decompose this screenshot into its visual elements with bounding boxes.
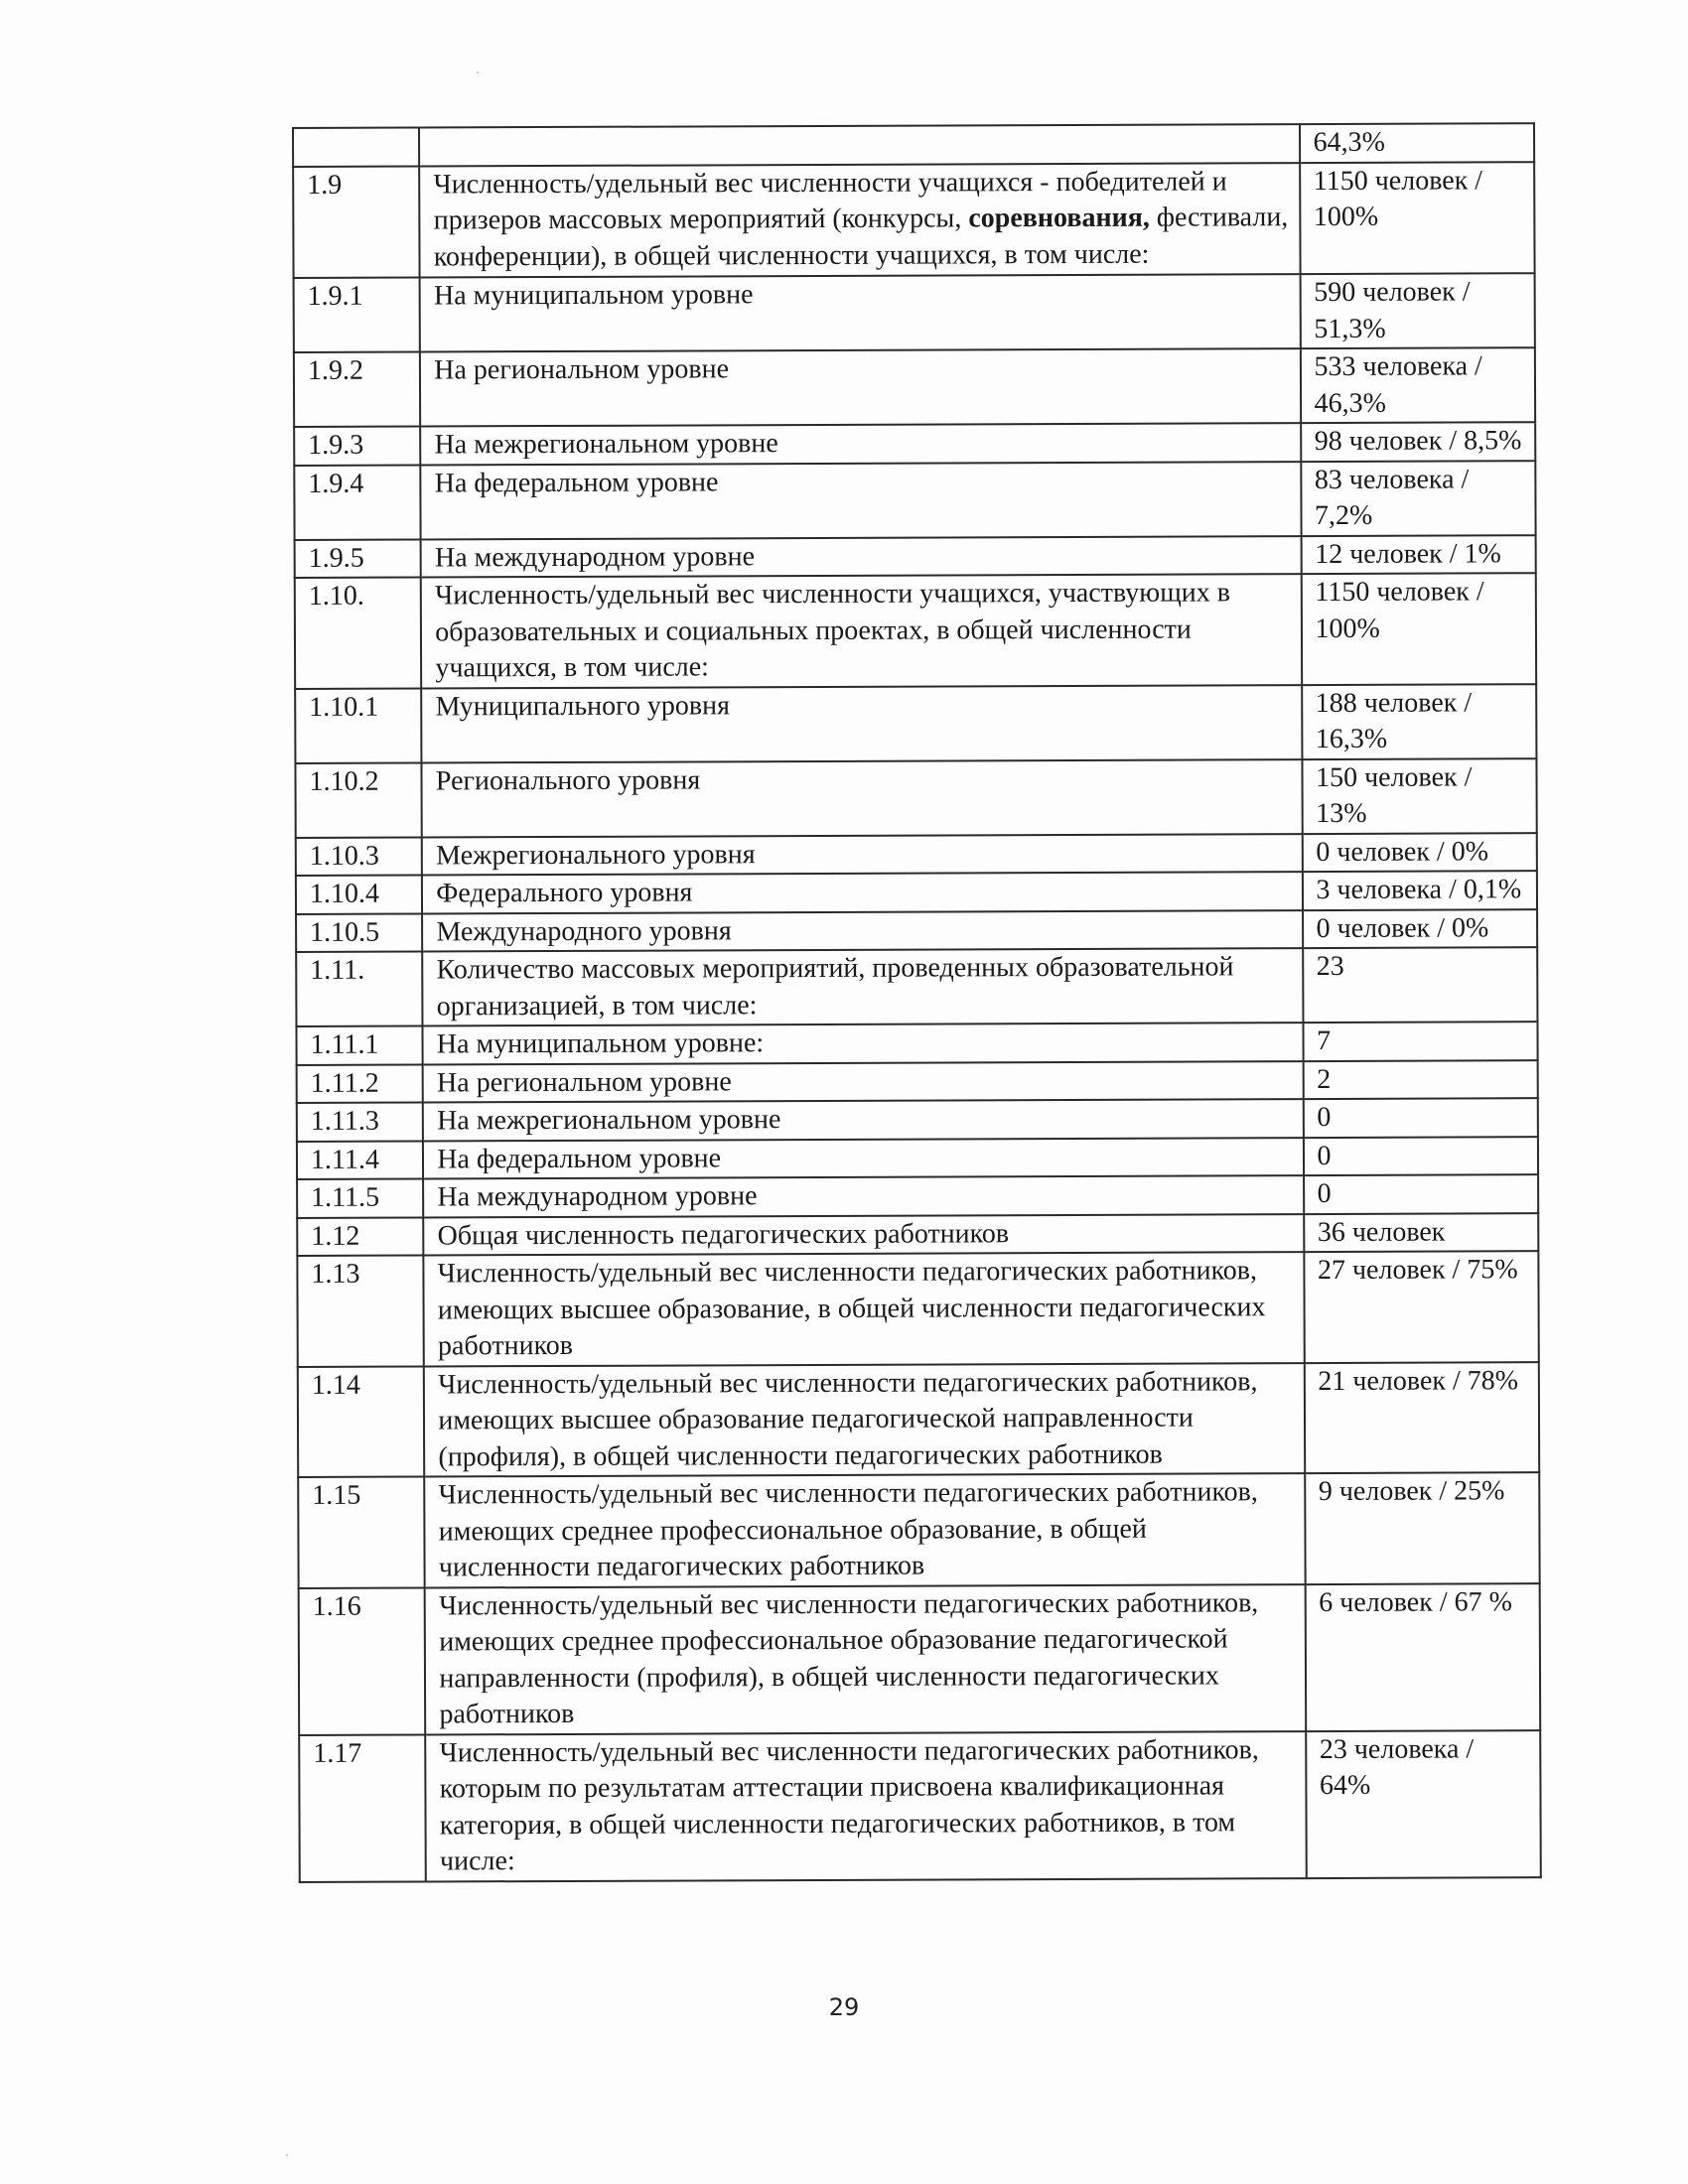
row-number: 1.10.2 — [295, 762, 422, 837]
row-value: 0 человек / 0% — [1303, 909, 1538, 948]
table-row — [297, 1060, 1538, 1103]
table-row — [295, 535, 1536, 578]
scan-speck — [286, 2154, 288, 2156]
row-value: 36 человек — [1304, 1213, 1539, 1252]
row-number: 1.9.4 — [294, 465, 421, 539]
table-row — [296, 909, 1537, 952]
row-number: 1.13 — [297, 1255, 424, 1366]
row-value: 6 человек / 67 % — [1305, 1583, 1540, 1731]
row-description: На федеральном уровне — [423, 1138, 1303, 1179]
table-row — [296, 833, 1537, 876]
row-number: 1.11.1 — [296, 1026, 422, 1065]
row-value: 0 — [1304, 1174, 1539, 1213]
table-row — [297, 1137, 1538, 1179]
row-description: Численность/удельный вес численности учащихся, участвующих в образовательных и социальных проектах, в общей численности учащихся, в том числе: — [421, 574, 1302, 688]
row-number: 1.16 — [299, 1587, 426, 1734]
row-number: 1.10.1 — [295, 688, 422, 762]
row-value: 9 человек / 25% — [1305, 1472, 1540, 1583]
row-number: 1.9.3 — [294, 427, 420, 466]
row-number: 1.9.1 — [294, 278, 421, 352]
row-number: 1.11.4 — [297, 1141, 423, 1179]
page-number: 29 — [828, 1993, 860, 2021]
row-value: 2 — [1303, 1060, 1538, 1099]
row-number: 1.15 — [298, 1476, 425, 1587]
table-row — [299, 1583, 1541, 1735]
row-number: 1.11. — [296, 952, 423, 1026]
row-value: 21 человек / 78% — [1304, 1362, 1539, 1473]
row-description: На международном уровне — [423, 1175, 1303, 1217]
row-description: На региональном уровне — [423, 1061, 1303, 1103]
row-value: 23 человека / 64% — [1306, 1730, 1541, 1878]
row-description: На межрегиональном уровне — [420, 423, 1300, 465]
row-description — [419, 124, 1299, 166]
description-text: фестивали, конференции), в общей численности учащихся, в том числе: — [433, 202, 1289, 272]
row-number: 1.9 — [293, 166, 420, 278]
table-row — [294, 461, 1535, 540]
row-number: 1.10.5 — [296, 913, 422, 952]
row-description: На международном уровне — [421, 536, 1301, 578]
row-description: Муниципального уровня — [421, 685, 1301, 762]
row-description: Межрегионального уровня — [422, 834, 1302, 876]
row-description: На федеральном уровне — [421, 462, 1301, 539]
scan-speck — [477, 71, 479, 73]
row-value: 7 — [1303, 1022, 1538, 1060]
table-row — [297, 1098, 1538, 1141]
table-row — [297, 1213, 1538, 1256]
row-number — [293, 128, 419, 167]
table-row — [293, 162, 1534, 278]
row-number: 1.10. — [295, 578, 422, 689]
row-value: 0 — [1303, 1098, 1538, 1137]
row-value: 1150 человек / 100% — [1301, 573, 1536, 684]
row-description: Общая численность педагогических работников — [424, 1214, 1304, 1256]
row-description: Федерального уровня — [422, 872, 1302, 913]
row-number: 1.17 — [299, 1734, 426, 1881]
table-row — [298, 1472, 1539, 1587]
row-value: 533 человека / 46,3% — [1300, 347, 1535, 423]
table-row — [293, 123, 1534, 166]
row-number: 1.10.3 — [296, 837, 422, 876]
row-number: 1.9.5 — [295, 539, 421, 578]
row-description: Численность/удельный вес численности педагогических работников, имеющих среднее профессиональное образование, в общей численности педагогических работников — [425, 1473, 1306, 1587]
row-description: Регионального уровня — [422, 759, 1302, 837]
row-number: 1.10.4 — [296, 876, 422, 914]
row-number: 1.11.3 — [297, 1103, 423, 1142]
table-row — [296, 1022, 1537, 1064]
row-value: 12 человек / 1% — [1301, 535, 1536, 574]
row-value: 23 — [1303, 947, 1538, 1023]
indicators-table-body — [293, 123, 1541, 1881]
row-description: Численность/удельный вес численности педагогических работников, которым по результатам аттестации присвоена квалификационная категория, в общей численности педагогических работников, в том числе: — [426, 1731, 1307, 1881]
row-number: 1.11.2 — [297, 1064, 423, 1103]
row-description: На муниципальном уровне — [420, 274, 1300, 351]
table-row — [297, 1174, 1538, 1217]
row-description — [419, 163, 1300, 278]
row-number: 1.14 — [298, 1366, 425, 1477]
row-value: 590 человек / 51,3% — [1300, 273, 1535, 348]
table-row — [294, 422, 1535, 465]
row-value: 188 человек / 16,3% — [1302, 684, 1537, 759]
row-value: 1150 человек / 100% — [1300, 162, 1535, 274]
row-number: 1.9.2 — [294, 352, 421, 427]
row-description: На муниципальном уровне: — [423, 1023, 1303, 1064]
row-description: Количество массовых мероприятий, проведенных образовательной организацией, в том числе: — [423, 948, 1303, 1025]
table-row — [294, 273, 1535, 352]
row-value: 0 человек / 0% — [1302, 833, 1537, 872]
row-value: 98 человек / 8,5% — [1301, 422, 1536, 461]
row-description: Численность/удельный вес численности педагогических работников, имеющих среднее профессиональное образование педагогической направленности (профиля), в общей численности педагогических работников — [425, 1584, 1306, 1734]
table-row — [295, 573, 1536, 688]
table-row — [296, 871, 1537, 913]
table-row — [297, 1251, 1538, 1366]
row-value: 27 человек / 75% — [1304, 1251, 1539, 1362]
indicators-table — [292, 122, 1542, 1882]
row-description: На региональном уровне — [420, 348, 1300, 426]
row-number: 1.11.5 — [297, 1178, 423, 1217]
table-row — [298, 1362, 1539, 1477]
description-bold-text: соревнования, — [968, 202, 1150, 234]
table-row — [299, 1730, 1541, 1882]
table-row — [295, 758, 1536, 838]
row-description: На межрегиональном уровне — [423, 1099, 1303, 1141]
row-description: Международного уровня — [422, 910, 1302, 952]
row-description: Численность/удельный вес численности педагогических работников, имеющих высшее образование педагогической направленности (профиля), в общей численности педагогических работников — [424, 1363, 1305, 1477]
row-description: Численность/удельный вес численности педагогических работников, имеющих высшее образование, в общей численности педагогических работников — [424, 1252, 1305, 1366]
row-value: 150 человек / 13% — [1302, 758, 1537, 834]
row-value: 0 — [1303, 1137, 1538, 1175]
table-row — [294, 347, 1535, 427]
row-value: 83 человека / 7,2% — [1301, 461, 1536, 536]
description-text: Численность/удельный вес численности учащихся - победителей и призеров массовых мероприятий (конкурсы, — [433, 165, 1227, 236]
row-value: 3 человека / 0,1% — [1302, 871, 1537, 909]
row-value: 64,3% — [1300, 123, 1535, 162]
row-number: 1.12 — [297, 1217, 423, 1256]
table-row — [295, 684, 1536, 763]
table-row — [296, 947, 1537, 1026]
